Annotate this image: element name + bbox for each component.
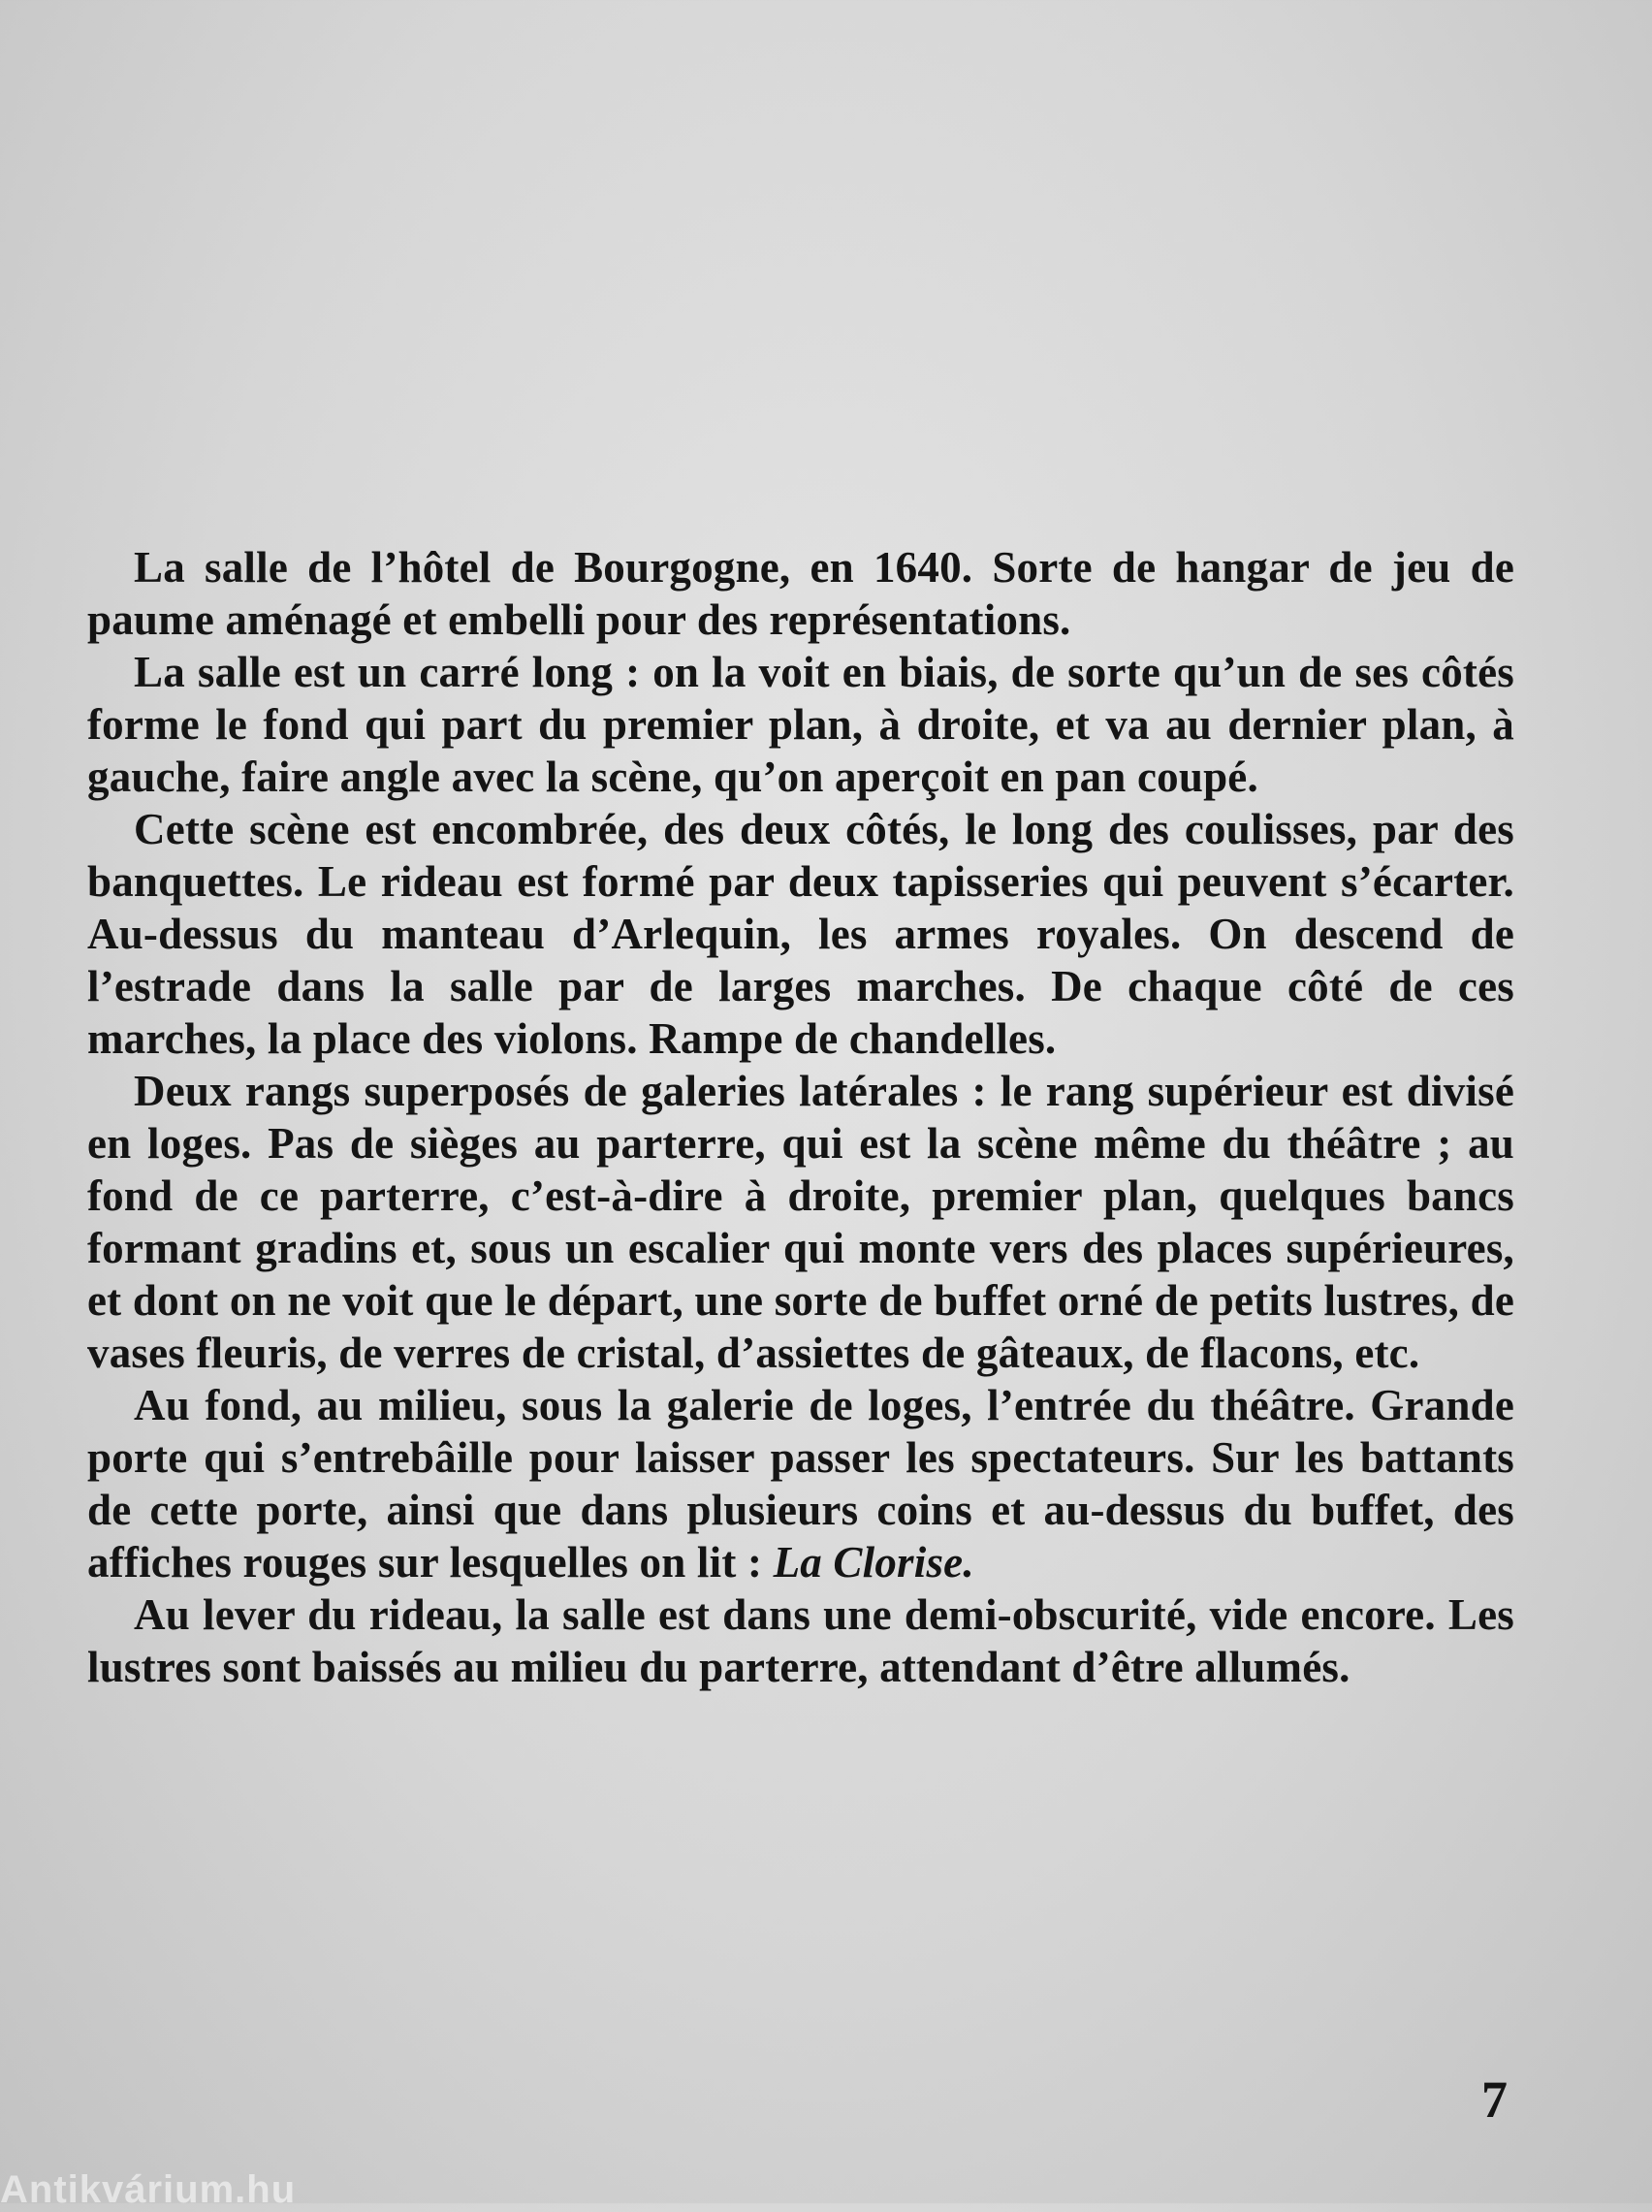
paragraph-5 [87,1379,1514,1588]
page-number: 7 [1481,2070,1508,2129]
stage-directions-text [87,541,1514,1693]
watermark: Antikvárium.hu [0,2168,297,2211]
paragraph-2: La salle est un carré long : on la voit en biais, de sorte qu’un de ses côtés forme le fond qui part du premier plan, à droite, et va au dernier plan, à gauche, faire angle avec la scène, qu’on aperçoit en pan coupé. [87,648,1514,801]
poster-title: La Clorise. [773,1538,974,1587]
paragraph-4: Deux rangs superposés de galeries latérales : le rang supérieur est divisé en loges. Pas de sièges au parterre, qui est la scène même du théâtre ; au fond de ce parterre, c’est-à-dire à droite, premier plan, quelques bancs formant gradins et, sous un escalier qui monte vers des places supérieures, et dont on ne voit que le départ, une sorte de buffet orné de petits lustres, de vases fleuris, de verres de cristal, d’assiettes de gâteaux, de flacons, etc. [87,1067,1514,1377]
paragraph-5-text: Au fond, au milieu, sous la galerie de loges, l’entrée du théâtre. Grande porte qui s’entrebâille pour laisser passer les spectateurs. Sur les battants de cette porte, ainsi que dans plusieurs coins et au-dessus du buffet, des affiches rouges sur lesquelles on lit : [87,1381,1514,1587]
paragraph-1: La salle de l’hôtel de Bourgogne, en 1640. Sorte de hangar de jeu de paume aménagé et embelli pour des représentations. [87,543,1514,644]
paragraph-6: Au lever du rideau, la salle est dans une demi-obscurité, vide encore. Les lustres sont baissés au milieu du parterre, attendant d’être allumés. [87,1590,1514,1691]
paragraph-3: Cette scène est encombrée, des deux côtés, le long des coulisses, par des banquettes. Le rideau est formé par deux tapisseries qui peuvent s’écarter. Au-dessus du manteau d’Arlequin, les armes royales. On descend de l’estrade dans la salle par de larges marches. De chaque côté de ces marches, la place des violons. Rampe de chandelles. [87,805,1514,1063]
